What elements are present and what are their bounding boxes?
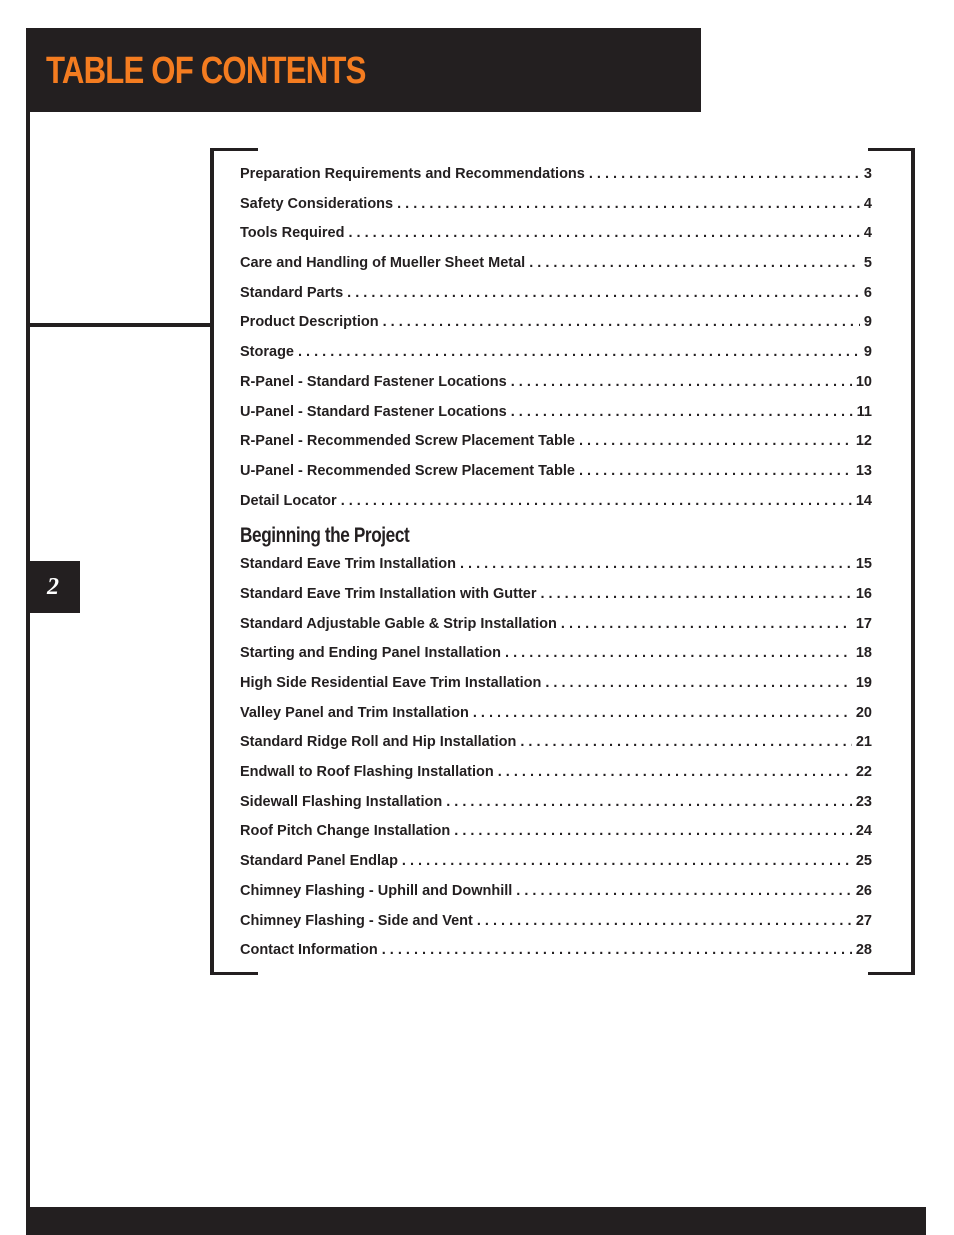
toc-entry-page: 20 bbox=[855, 704, 872, 721]
page-number: 2 bbox=[47, 573, 59, 600]
toc-entry[interactable] bbox=[240, 817, 872, 847]
toc-entry[interactable] bbox=[240, 669, 872, 699]
toc-entry-label: R-Panel - Standard Fastener Locations bbox=[240, 373, 507, 390]
dot-leader bbox=[397, 190, 860, 220]
toc-entry[interactable] bbox=[240, 279, 872, 309]
toc-entry-page: 9 bbox=[863, 344, 872, 361]
toc-entry[interactable] bbox=[240, 847, 872, 877]
dot-leader bbox=[454, 817, 852, 847]
toc-entry-label: High Side Residential Eave Trim Installation bbox=[240, 675, 542, 691]
toc-entry[interactable] bbox=[240, 219, 872, 249]
dot-leader bbox=[460, 550, 852, 580]
frame-top-right-corner bbox=[868, 148, 915, 151]
toc-entry[interactable] bbox=[240, 639, 872, 669]
toc-entry-page: 28 bbox=[855, 942, 872, 959]
dot-leader bbox=[298, 338, 860, 368]
toc-entry[interactable] bbox=[240, 160, 872, 190]
toc-entry[interactable] bbox=[240, 610, 872, 640]
toc-entry-label: Standard Adjustable Gable & Strip Installation bbox=[240, 615, 557, 632]
toc-entry[interactable] bbox=[240, 368, 872, 398]
toc-entry-page: 21 bbox=[855, 734, 872, 751]
toc-entry-page: 18 bbox=[855, 645, 872, 662]
toc-entry-label: Detail Locator bbox=[240, 492, 337, 509]
toc-entry-label: Preparation Requirements and Recommendations bbox=[240, 166, 585, 182]
left-vertical-rule bbox=[26, 112, 30, 1209]
table-of-contents bbox=[240, 160, 872, 966]
toc-entry[interactable] bbox=[240, 427, 872, 457]
toc-entry-page: 4 bbox=[863, 225, 872, 242]
dot-leader bbox=[348, 219, 859, 249]
toc-entry-page: 26 bbox=[855, 882, 872, 899]
toc-entry-page: 27 bbox=[855, 912, 872, 929]
toc-entry-label: Safety Considerations bbox=[240, 195, 394, 212]
toc-entry-page: 12 bbox=[855, 433, 872, 450]
dot-leader bbox=[511, 368, 852, 398]
dot-leader bbox=[589, 160, 860, 190]
footer-bar bbox=[26, 1207, 926, 1235]
dot-leader bbox=[529, 249, 860, 279]
dot-leader bbox=[561, 610, 852, 640]
dot-leader bbox=[520, 728, 852, 758]
dot-leader bbox=[382, 936, 852, 966]
frame-left-edge bbox=[210, 148, 214, 975]
toc-entry-page: 15 bbox=[855, 556, 872, 573]
frame-bottom-left-corner bbox=[210, 972, 258, 975]
toc-entry[interactable] bbox=[240, 249, 872, 279]
dot-leader bbox=[545, 669, 852, 699]
toc-entry-page: 3 bbox=[863, 166, 872, 182]
toc-entry-page: 14 bbox=[855, 492, 872, 509]
toc-entry-label: Product Description bbox=[240, 314, 379, 331]
toc-entry-page: 22 bbox=[855, 764, 872, 781]
toc-entry-page: 23 bbox=[855, 793, 872, 810]
toc-entry-page: 13 bbox=[855, 462, 872, 479]
dot-leader bbox=[347, 279, 860, 309]
toc-entry-label: Storage bbox=[240, 344, 294, 361]
toc-entry-page: 17 bbox=[855, 615, 872, 632]
toc-entry-label: Endwall to Roof Flashing Installation bbox=[240, 764, 494, 781]
toc-entry[interactable] bbox=[240, 398, 872, 428]
dot-leader bbox=[579, 457, 852, 487]
toc-entry-page: 24 bbox=[855, 823, 872, 840]
toc-entry-page: 4 bbox=[863, 195, 872, 212]
dot-leader bbox=[402, 847, 852, 877]
dot-leader bbox=[446, 788, 852, 818]
toc-entry-label: Sidewall Flashing Installation bbox=[240, 793, 443, 810]
toc-entry-page: 5 bbox=[863, 255, 872, 272]
toc-entry[interactable] bbox=[240, 758, 872, 788]
toc-entry[interactable] bbox=[240, 877, 872, 907]
toc-entry-page: 19 bbox=[855, 675, 872, 691]
toc-entry-label: Chimney Flashing - Uphill and Downhill bbox=[240, 882, 513, 899]
toc-entry-label: Chimney Flashing - Side and Vent bbox=[240, 912, 473, 929]
dot-leader bbox=[498, 758, 852, 788]
toc-entry-label: Starting and Ending Panel Installation bbox=[240, 645, 502, 662]
toc-entry[interactable] bbox=[240, 487, 872, 517]
toc-entry[interactable] bbox=[240, 580, 872, 610]
toc-entry-label: U-Panel - Standard Fastener Locations bbox=[240, 403, 507, 420]
toc-entry-page: 11 bbox=[856, 403, 872, 420]
left-horizontal-rule bbox=[26, 323, 212, 327]
toc-entry-label: Standard Panel Endlap bbox=[240, 853, 398, 870]
dot-leader bbox=[473, 699, 852, 729]
toc-entry-label: Care and Handling of Mueller Sheet Metal bbox=[240, 255, 526, 272]
toc-entry-page: 25 bbox=[855, 853, 872, 870]
page-title: TABLE OF CONTENTS bbox=[46, 50, 366, 92]
dot-leader bbox=[511, 398, 853, 428]
toc-entry-label: Standard Eave Trim Installation bbox=[240, 556, 456, 573]
toc-entry-page: 16 bbox=[855, 585, 872, 602]
toc-entry-page: 6 bbox=[863, 284, 872, 301]
frame-top-left-corner bbox=[210, 148, 258, 151]
toc-entry-label: Tools Required bbox=[240, 225, 345, 242]
toc-entry-page: 9 bbox=[863, 314, 872, 331]
frame-right-edge bbox=[911, 148, 915, 975]
toc-entry-label: Standard Ridge Roll and Hip Installation bbox=[240, 734, 517, 751]
toc-entry[interactable] bbox=[240, 308, 872, 338]
page-number-tab bbox=[26, 561, 80, 613]
section-heading: Beginning the Project bbox=[240, 524, 410, 548]
toc-entry[interactable] bbox=[240, 728, 872, 758]
dot-leader bbox=[341, 487, 852, 517]
toc-entry[interactable] bbox=[240, 550, 872, 580]
toc-entry[interactable] bbox=[240, 936, 872, 966]
dot-leader bbox=[505, 639, 852, 669]
toc-entry-label: U-Panel - Recommended Screw Placement Table bbox=[240, 462, 575, 479]
header-bar bbox=[26, 28, 701, 112]
dot-leader bbox=[477, 907, 852, 937]
toc-entry[interactable] bbox=[240, 338, 872, 368]
toc-entry-label: R-Panel - Recommended Screw Placement Table bbox=[240, 433, 575, 450]
toc-group-beginning-the-project bbox=[240, 550, 872, 966]
toc-entry-label: Standard Eave Trim Installation with Gutter bbox=[240, 585, 537, 602]
toc-entry-page: 10 bbox=[855, 373, 872, 390]
toc-entry[interactable] bbox=[240, 457, 872, 487]
toc-group-general bbox=[240, 160, 872, 516]
dot-leader bbox=[383, 308, 860, 338]
toc-entry-label: Roof Pitch Change Installation bbox=[240, 823, 451, 840]
toc-entry[interactable] bbox=[240, 190, 872, 220]
toc-entry[interactable] bbox=[240, 788, 872, 818]
dot-leader bbox=[541, 580, 852, 610]
toc-entry[interactable] bbox=[240, 907, 872, 937]
toc-entry-label: Standard Parts bbox=[240, 284, 344, 301]
toc-entry-label: Valley Panel and Trim Installation bbox=[240, 704, 469, 721]
frame-bottom-right-corner bbox=[868, 972, 915, 975]
dot-leader bbox=[516, 877, 852, 907]
toc-entry[interactable] bbox=[240, 699, 872, 729]
dot-leader bbox=[579, 427, 852, 457]
toc-entry-label: Contact Information bbox=[240, 942, 378, 959]
